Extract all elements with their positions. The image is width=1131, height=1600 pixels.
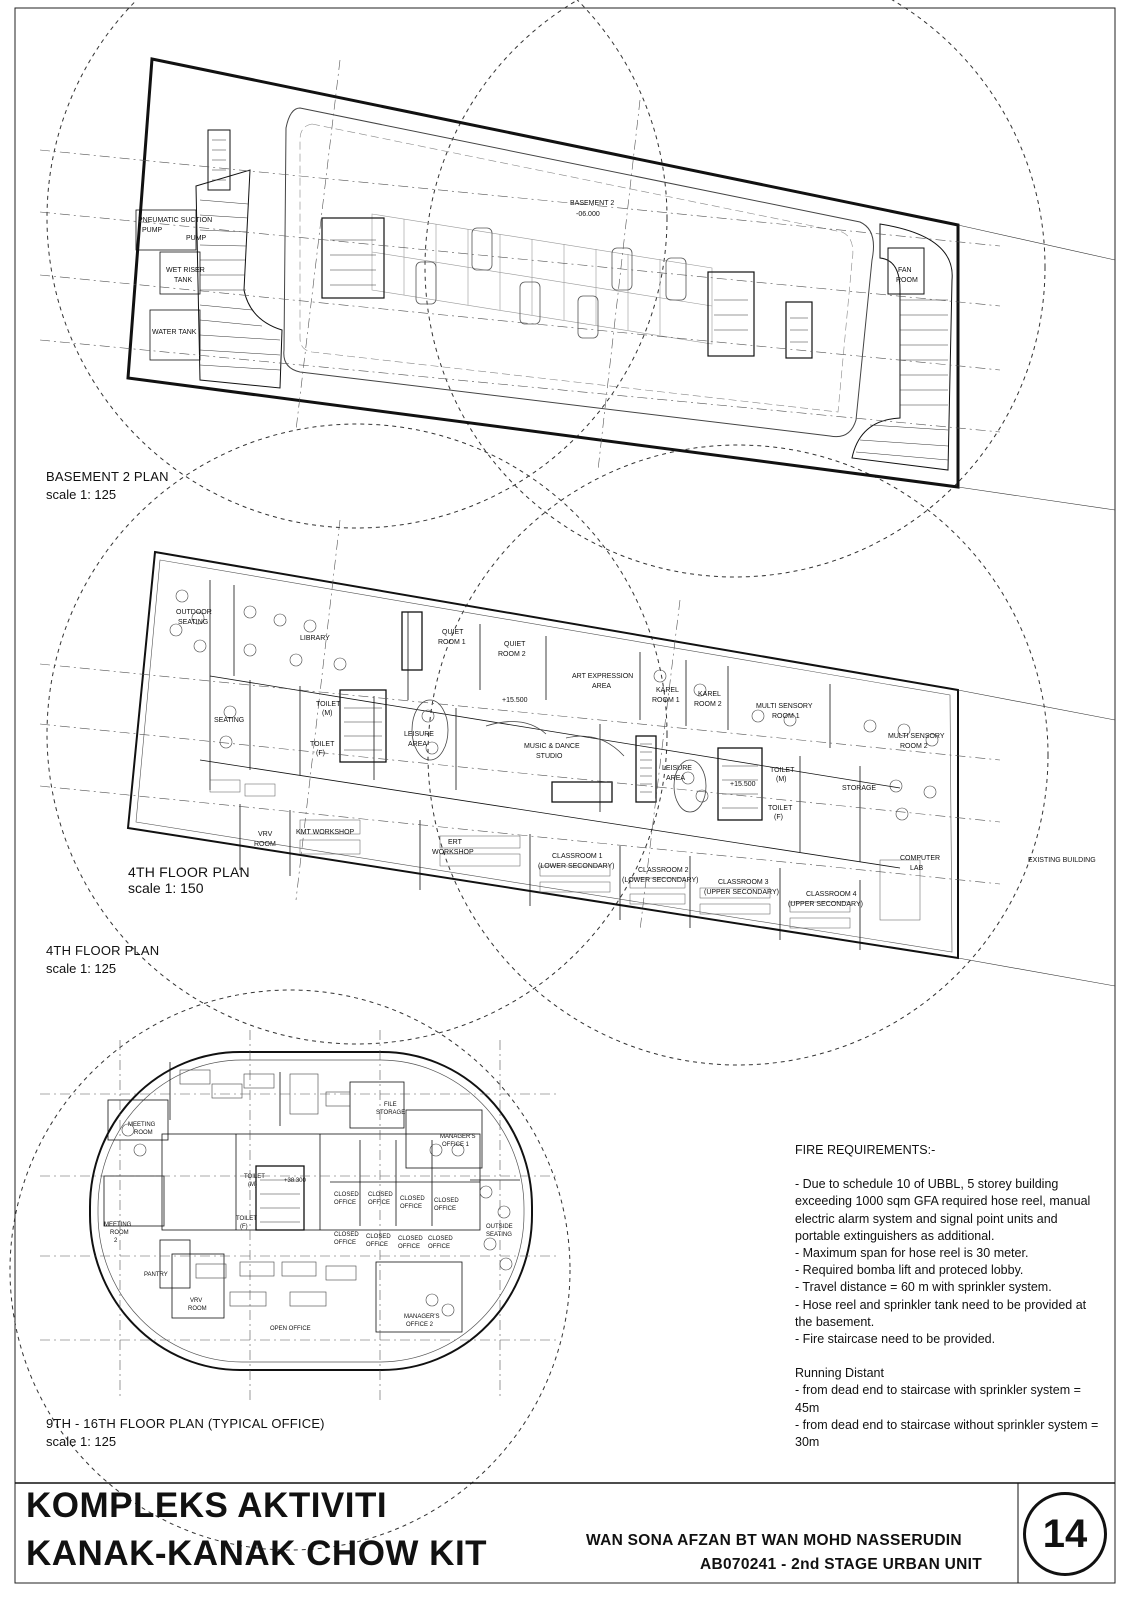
closed-office-label-2b: OFFICE <box>368 1200 390 1206</box>
vrv-label-1: VRV <box>258 831 273 838</box>
toilet-2-f-sub: (F) <box>774 814 783 821</box>
pump-label-2: PUMP <box>186 235 207 242</box>
multi-sensory-1-label-a: MULTI SENSORY <box>756 703 813 710</box>
closed-office-label-7b: OFFICE <box>398 1244 420 1250</box>
classroom-2-label-a: CLASSROOM 2 <box>638 867 689 874</box>
toilet-m-sub: (M) <box>322 710 333 717</box>
basement-2-plan <box>40 59 1115 510</box>
fire-item: - Hose reel and sprinkler tank need to be provided at the basement. <box>795 1297 1087 1329</box>
quiet-room-1-label-b: ROOM 1 <box>438 639 466 646</box>
pneumatic-label: PNEUMATIC SUCTION <box>138 217 213 224</box>
fire-item: - Required bomba lift and proteced lobby. <box>795 1263 1024 1278</box>
art-label-1: ART EXPRESSION <box>572 673 634 680</box>
wet-riser-tank-label: TANK <box>174 277 193 284</box>
project-title-line-2: KANAK-KANAK CHOW KIT <box>26 1534 488 1573</box>
art-label-2: AREA <box>592 683 612 690</box>
storage-label: STORAGE <box>842 785 877 792</box>
karel-2-label-b: ROOM 2 <box>694 701 722 708</box>
closed-office-label-6b: OFFICE <box>366 1242 388 1248</box>
fan-room-label-1: FAN <box>898 267 912 274</box>
computer-lab-label-2: LAB <box>910 865 924 872</box>
classroom-4-label-b: (UPPER SECONDARY) <box>788 901 863 908</box>
fourth-floor-inner-scale: scale 1: 150 <box>128 880 204 896</box>
multi-sensory-2-label-a: MULTI SENSORY <box>888 733 945 740</box>
office-plan-scale: scale 1: 125 <box>46 1434 117 1449</box>
outside-seating-label-b: SEATING <box>486 1232 512 1238</box>
leisure-1-label-b: AREA <box>408 741 428 748</box>
multi-sensory-2-label-b: ROOM 2 <box>900 743 928 750</box>
course-info: AB070241 - 2nd STAGE URBAN UNIT <box>700 1556 983 1573</box>
meeting-room-1-label-b: ROOM <box>134 1130 153 1136</box>
level-4-label-2: +15.500 <box>730 781 756 788</box>
kmt-label: KMT WORKSHOP <box>296 829 355 836</box>
pump-label-1: PUMP <box>142 227 163 234</box>
fire-item: - Fire staircase need to be provided. <box>795 1332 996 1347</box>
toilet-2-f-label: TOILET <box>768 805 793 812</box>
seating-label: SEATING <box>214 717 245 724</box>
basement-plan-title: BASEMENT 2 PLAN <box>46 469 169 484</box>
wet-riser-label: WET RISER <box>166 267 205 274</box>
running-item: - from dead end to staircase without sprinkler system = 30m <box>795 1417 1099 1450</box>
closed-office-label-7a: CLOSED <box>398 1236 423 1242</box>
basement-name-label: BASEMENT 2 <box>570 200 615 207</box>
manager-office-2-label-b: OFFICE 2 <box>406 1322 434 1328</box>
typical-office-plan <box>40 1030 560 1400</box>
office-toilet-m-label: TOILET <box>244 1174 265 1180</box>
music-label-1: MUSIC & DANCE <box>524 743 580 750</box>
vrv-label-2: ROOM <box>254 841 276 848</box>
level-4-label: +15.500 <box>502 697 528 704</box>
running-distance-heading: Running Distant <box>795 1366 884 1381</box>
basement-level-label: -06.000 <box>576 211 600 218</box>
project-title-line-1: KOMPLEKS AKTIVITI <box>26 1486 388 1525</box>
fire-requirements-heading: FIRE REQUIREMENTS:- <box>795 1143 936 1157</box>
fire-item: - Due to schedule 10 of UBBL, 5 storey building exceeding 1000 sqm GFA required hose reel, manual electric alarm system and signal point units and portable extinguishers as additional. <box>795 1177 1091 1243</box>
meeting-room-2-label-b: ROOM <box>110 1230 129 1236</box>
file-storage-label-b: STORAGE <box>376 1110 406 1116</box>
office-vrv-label-1: VRV <box>190 1298 203 1304</box>
karel-2-label-a: KAREL <box>698 691 721 698</box>
closed-office-label-5b: OFFICE <box>334 1240 356 1246</box>
fourth-floor-inner-title: 4TH FLOOR PLAN <box>128 864 250 880</box>
existing-building-label: EXISTING BUILDING <box>1028 857 1096 864</box>
file-storage-label-a: FILE <box>384 1102 397 1108</box>
quiet-room-2-label-a: QUIET <box>504 641 526 648</box>
meeting-room-2-label-c: 2 <box>114 1238 118 1244</box>
author-name: WAN SONA AFZAN BT WAN MOHD NASSERUDIN <box>586 1532 962 1549</box>
classroom-2-label-b: (LOWER SECONDARY) <box>622 877 699 884</box>
meeting-room-2-label-a: MEETING <box>104 1222 132 1228</box>
outside-seating-label-a: OUTSIDE <box>486 1224 513 1230</box>
toilet-2-m-sub: (M) <box>776 776 787 783</box>
fire-item: - Maximum span for hose reel is 30 meter. <box>795 1246 1029 1261</box>
open-office-label: OPEN OFFICE <box>270 1326 311 1332</box>
toilet-f-label: TOILET <box>310 741 335 748</box>
sheet-number: 14 <box>1023 1492 1107 1576</box>
meeting-room-1-label-a: MEETING <box>128 1122 156 1128</box>
closed-office-label-5a: CLOSED <box>334 1232 359 1238</box>
fourth-floor-plan <box>40 520 1115 986</box>
toilet-f-sub: (F) <box>316 750 325 757</box>
closed-office-label-4a: CLOSED <box>434 1198 459 1204</box>
closed-office-label-6a: CLOSED <box>366 1234 391 1240</box>
fourth-floor-plan-scale: scale 1: 125 <box>46 961 117 976</box>
manager-office-1-label-b: OFFICE 1 <box>442 1142 470 1148</box>
classroom-4-label-a: CLASSROOM 4 <box>806 891 857 898</box>
quiet-room-2-label-b: ROOM 2 <box>498 651 526 658</box>
music-label-2: STUDIO <box>536 753 563 760</box>
ert-label-1: ERT <box>448 839 462 846</box>
leisure-2-label-b: AREA <box>666 775 686 782</box>
outdoor-label-1: OUTDOOR <box>176 609 212 616</box>
computer-lab-label-1: COMPUTER <box>900 855 941 862</box>
fan-room-label-2: ROOM <box>896 277 918 284</box>
ert-label-2: WORKSHOP <box>432 849 474 856</box>
office-level-label: +38.300 <box>284 1178 306 1184</box>
closed-office-label-3b: OFFICE <box>400 1204 422 1210</box>
closed-office-label-8b: OFFICE <box>428 1244 450 1250</box>
manager-office-2-label-a: MANAGER'S <box>404 1314 440 1320</box>
closed-office-label-8a: CLOSED <box>428 1236 453 1242</box>
toilet-m-label: TOILET <box>316 701 341 708</box>
quiet-room-1-label-a: QUIET <box>442 629 464 636</box>
office-vrv-label-2: ROOM <box>188 1306 207 1312</box>
fourth-floor-plan-title: 4TH FLOOR PLAN <box>46 943 160 958</box>
classroom-3-label-a: CLASSROOM 3 <box>718 879 769 886</box>
water-tank-label: WATER TANK <box>152 329 197 336</box>
toilet-2-m-label: TOILET <box>770 767 795 774</box>
closed-office-label-2a: CLOSED <box>368 1192 393 1198</box>
outdoor-label-2: SEATING <box>178 619 209 626</box>
classroom-1-label-a: CLASSROOM 1 <box>552 853 603 860</box>
classroom-1-label-b: (LOWER SECONDARY) <box>538 863 615 870</box>
closed-office-label-4b: OFFICE <box>434 1206 456 1212</box>
karel-1-label-b: ROOM 1 <box>652 697 680 704</box>
classroom-3-label-b: (UPPER SECONDARY) <box>704 889 779 896</box>
closed-office-label-1a: CLOSED <box>334 1192 359 1198</box>
office-toilet-f-sub: (F) <box>240 1224 248 1230</box>
office-toilet-f-label: TOILET <box>236 1216 257 1222</box>
office-toilet-m-sub: (M) <box>248 1182 257 1188</box>
multi-sensory-1-label-b: ROOM 1 <box>772 713 800 720</box>
closed-office-label-1b: OFFICE <box>334 1200 356 1206</box>
pantry-label: PANTRY <box>144 1272 168 1278</box>
leisure-1-label-a: LEISURE <box>404 731 434 738</box>
closed-office-label-3a: CLOSED <box>400 1196 425 1202</box>
basement-plan-scale: scale 1: 125 <box>46 487 117 502</box>
office-plan-title: 9TH - 16TH FLOOR PLAN (TYPICAL OFFICE) <box>46 1416 325 1431</box>
library-label: LIBRARY <box>300 635 330 642</box>
karel-1-label-a: KAREL <box>656 687 679 694</box>
fire-requirements-notes <box>795 1142 1105 1451</box>
manager-office-1-label-a: MANAGER'S <box>440 1134 476 1140</box>
fire-item: - Travel distance = 60 m with sprinkler system. <box>795 1280 1052 1295</box>
running-item: - from dead end to staircase with sprinkler system = 45m <box>795 1383 1081 1415</box>
leisure-2-label-a: LEISURE <box>662 765 692 772</box>
